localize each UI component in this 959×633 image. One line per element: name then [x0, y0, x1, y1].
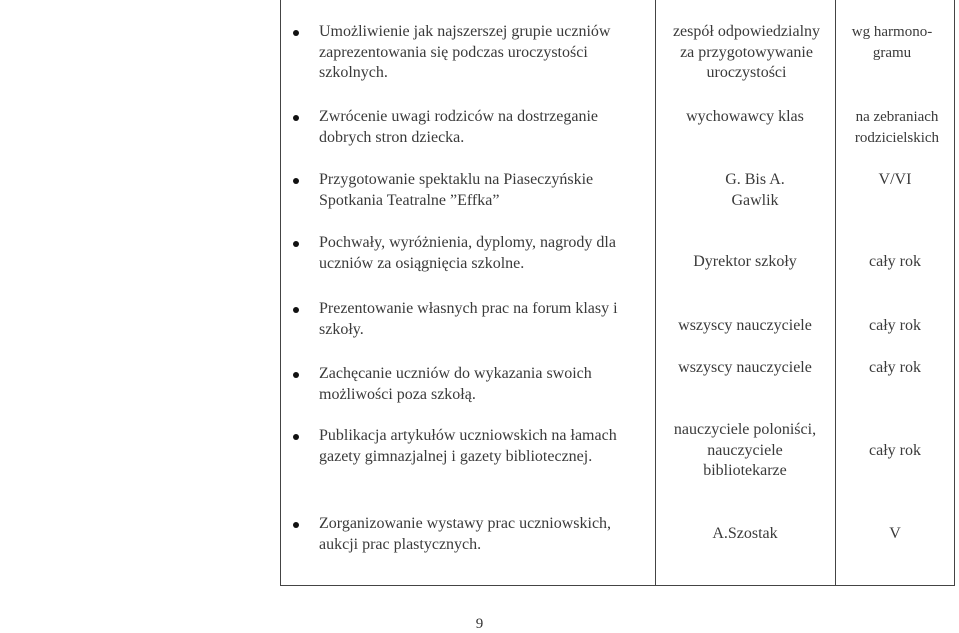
bullet-icon	[293, 115, 299, 121]
term-cell: V/VI	[878, 171, 912, 188]
bullet-icon	[293, 434, 299, 440]
responsible-cell: nauczyciele poloniści, nauczyciele bibliotekarze	[673, 421, 817, 479]
bullet-icon	[293, 30, 299, 36]
bullet-icon	[293, 241, 299, 247]
responsible-cell: G. Bis A. Gawlik	[725, 171, 785, 209]
responsible-cell: wychowawcy klas	[686, 108, 804, 125]
term-cell: cały rok	[869, 253, 921, 270]
term-cell: cały rok	[869, 442, 921, 459]
term-cell: V	[889, 525, 901, 542]
term-cell: cały rok	[869, 359, 921, 376]
responsible-cell: A.Szostak	[712, 525, 778, 542]
responsible-cell: wszyscy nauczyciele	[678, 359, 812, 376]
task-cell: Pochwały, wyróżnienia, dyplomy, nagrody dla uczniów za osiągnięcia szkolne.	[319, 234, 616, 272]
column-divider	[655, 0, 656, 586]
term-cell: na zebraniach rodzicielskich	[854, 109, 940, 146]
task-cell: Publikacja artykułów uczniowskich na łamach gazety gimnazjalnej i gazety bibliotecznej.	[319, 427, 617, 465]
column-divider	[835, 0, 836, 586]
page-number: 9	[475, 616, 484, 632]
table-border	[280, 0, 955, 586]
task-cell: Prezentowanie własnych prac na forum klasy i szkoły.	[319, 300, 618, 338]
task-cell: Zachęcanie uczniów do wykazania swoich możliwości poza szkołą.	[319, 365, 592, 403]
bullet-icon	[293, 307, 299, 313]
term-cell: cały rok	[869, 317, 921, 334]
task-cell: Zorganizowanie wystawy prac uczniowskich, aukcji prac plastycznych.	[319, 515, 612, 553]
task-cell: Umożliwienie jak najszerszej grupie uczniów zaprezentowania się podczas uroczystości szkolnych.	[319, 23, 611, 81]
responsible-cell: zespół odpowiedzialny za przygotowywanie uroczystości	[672, 23, 821, 81]
bullet-icon	[293, 522, 299, 528]
bullet-icon	[293, 178, 299, 184]
task-cell: Zwrócenie uwagi rodziców na dostrzeganie dobrych stron dziecka.	[319, 108, 598, 146]
responsible-cell: wszyscy nauczyciele	[678, 317, 812, 334]
term-cell: wg harmono-gramu	[851, 24, 933, 61]
bullet-icon	[293, 372, 299, 378]
responsible-cell: Dyrektor szkoły	[693, 253, 797, 270]
task-cell: Przygotowanie spektaklu na Piaseczyńskie Spotkania Teatralne ”Effka”	[319, 171, 594, 209]
